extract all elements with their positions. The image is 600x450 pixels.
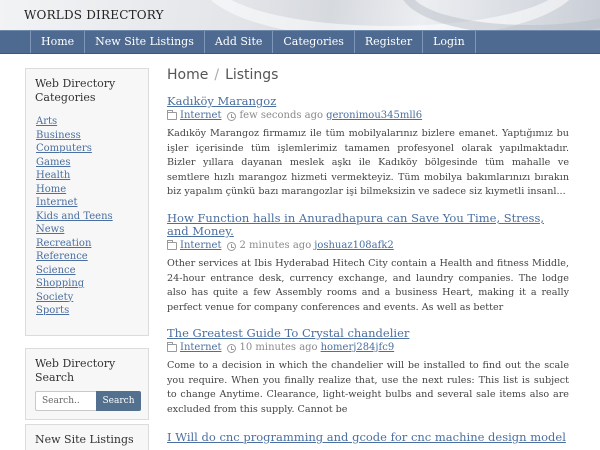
listing-user-link[interactable]: homerj284jfc9 — [320, 342, 395, 353]
category-link-business[interactable]: Business — [36, 129, 81, 141]
nav-register[interactable]: Register — [355, 31, 423, 53]
listing-item — [167, 95, 569, 200]
listing-item — [167, 431, 569, 444]
folder-icon — [167, 344, 177, 352]
listing-meta — [167, 240, 569, 252]
category-link-sports[interactable]: Sports — [36, 305, 70, 316]
listing-item — [167, 212, 569, 315]
listing-category-link[interactable]: Internet — [180, 240, 222, 251]
category-link-home[interactable]: Home — [36, 183, 67, 195]
categories-list — [36, 115, 148, 318]
category-link-games[interactable]: Games — [36, 156, 71, 168]
category-link-kids-and-teens[interactable]: Kids and Teens — [36, 210, 113, 222]
folder-icon — [167, 242, 177, 250]
nav-login[interactable]: Login — [423, 31, 476, 53]
categories-title: Web Directory Categories — [35, 77, 116, 104]
breadcrumb-current: Listings — [225, 67, 279, 83]
listing-description: Other services at Ibis Hyderabad Hitech City contain a Health and fitness Middle, 24-hour entrance desk, currency exchange, and laundry companies. The lodge also has quite a few Assembly rooms and a business Heart, making it a really perfect venue for company conferences and events. As well as better — [167, 258, 569, 313]
listing-time: 2 minutes ago — [239, 240, 312, 251]
listing-time: few seconds ago — [239, 110, 324, 121]
category-link-recreation[interactable]: Recreation — [36, 237, 92, 249]
listing-description: Come to a decision in which the chandelier will be installed to find out the scale you require. When you finally realize that, use the next rules: This list is subject to change Anytime. Clearance, light-weight bulbs and several sale items also are excluded from this supply. Cannot be — [167, 360, 569, 415]
category-link-news[interactable]: News — [36, 224, 65, 235]
breadcrumb — [167, 67, 278, 83]
site-brand[interactable]: WORLDS DIRECTORY — [24, 8, 164, 22]
breadcrumb-home[interactable]: Home — [167, 67, 209, 83]
category-link-arts[interactable]: Arts — [36, 116, 58, 127]
nav-add-site[interactable]: Add Site — [205, 31, 274, 53]
clock-icon — [227, 344, 236, 353]
search-title: Web Directory Search — [35, 357, 116, 384]
clock-icon — [227, 112, 236, 121]
search-form — [35, 391, 141, 411]
main-nav — [0, 30, 600, 54]
category-link-society[interactable]: Society — [36, 291, 74, 303]
nav-home[interactable]: Home — [30, 31, 85, 53]
listing-user-link[interactable]: geronimou345mll6 — [326, 110, 423, 121]
category-link-science[interactable]: Science — [36, 264, 76, 276]
listing-title-link[interactable]: Kadıköy Marangoz — [167, 94, 277, 108]
breadcrumb-separator: / — [214, 67, 220, 83]
clock-icon — [227, 242, 236, 251]
new-listings-panel — [25, 424, 149, 450]
listing-title-link[interactable]: How Function halls in Anuradhapura can Save You Time, Stress, and Money. — [167, 211, 545, 238]
category-link-reference[interactable]: Reference — [36, 251, 88, 262]
categories-panel — [25, 68, 149, 336]
folder-icon — [167, 112, 177, 120]
category-link-computers[interactable]: Computers — [36, 143, 92, 154]
listing-item — [167, 327, 569, 417]
nav-categories[interactable]: Categories — [273, 31, 355, 53]
search-button[interactable]: Search — [96, 391, 141, 411]
listing-user-link[interactable]: joshuaz108afk2 — [314, 240, 394, 251]
category-link-health[interactable]: Health — [36, 170, 71, 181]
listing-time: 10 minutes ago — [239, 342, 318, 353]
header-banner — [0, 0, 600, 30]
listing-category-link[interactable]: Internet — [180, 342, 222, 353]
category-link-internet[interactable]: Internet — [36, 197, 78, 208]
nav-new-site-listings[interactable]: New Site Listings — [85, 31, 205, 53]
search-input[interactable] — [35, 391, 96, 411]
search-panel — [25, 348, 149, 420]
listing-title-link[interactable]: The Greatest Guide To Crystal chandelier — [167, 326, 410, 340]
listing-category-link[interactable]: Internet — [180, 110, 222, 121]
category-link-shopping[interactable]: Shopping — [36, 278, 85, 289]
new-listings-title: New Site Listings — [35, 433, 134, 446]
listing-meta — [167, 110, 569, 122]
listing-description: Kadıköy Marangoz firmamız ile tüm mobilyalarınız bizlere emanet. Yaptığımız bu işler içerisinde tüm işlemlerimiz tamamen profesyonel olarak yapılmaktadır. Bizler yıllara dayanan meslek aşkı ile Kadıköy bölgesinde tüm mahalle ve semtlere hızlı marangoz hizmeti vermekteyiz. Tüm mobilya bakımlarınızı bırakın biz yapalım çünkü bazı marangozlar işi bilmeksizin ve sadece siz kıymetli insanl... — [167, 128, 569, 197]
listing-meta — [167, 342, 569, 354]
listing-title-link[interactable]: I Will do cnc programming and gcode for cnc machine design model — [167, 430, 566, 444]
